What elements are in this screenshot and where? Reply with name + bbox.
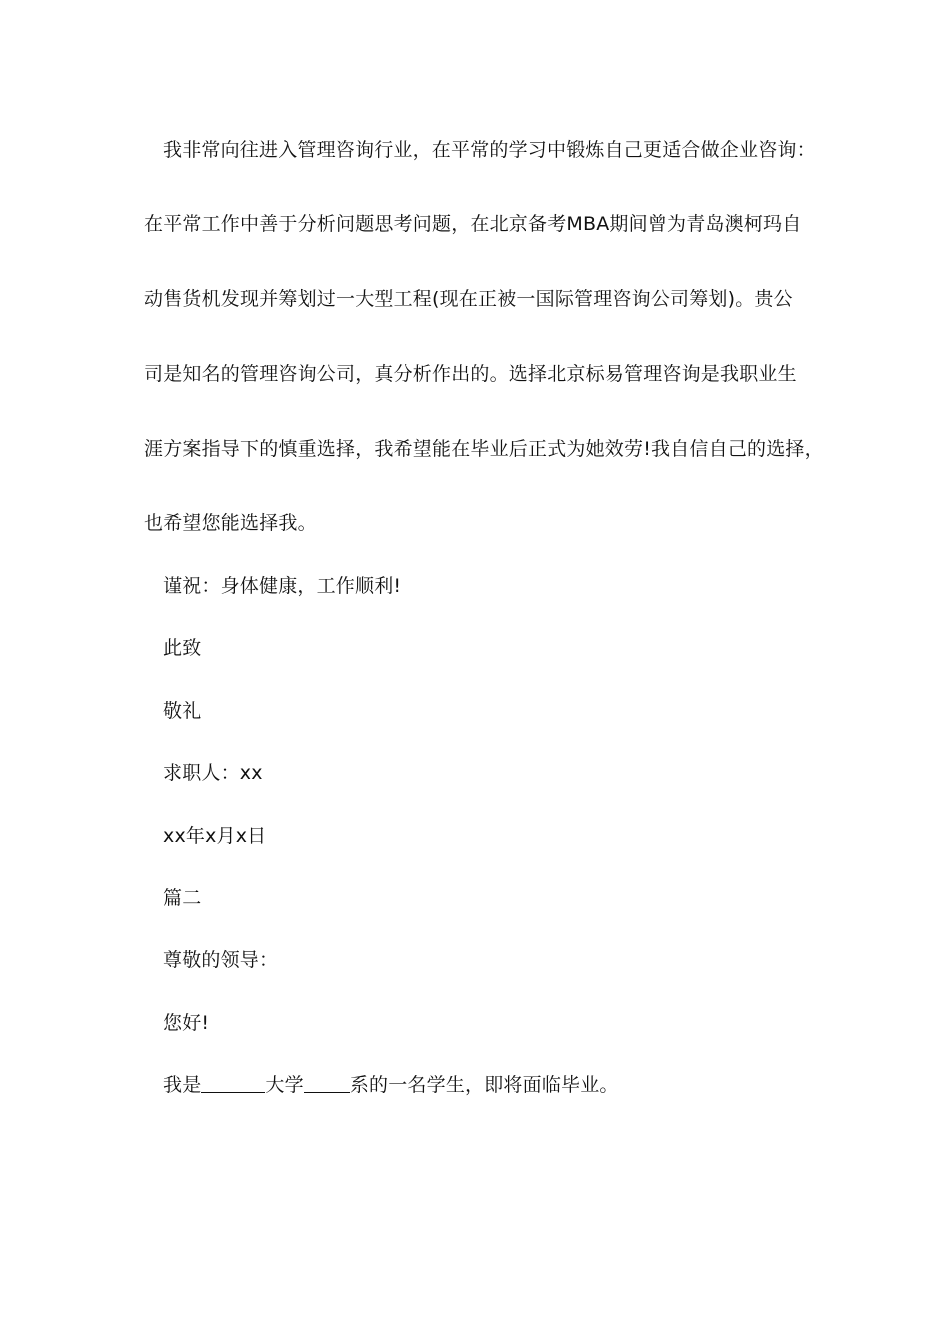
paragraph-line-2: 在平常工作中善于分析问题思考问题，在北京备考MBA期间曾为青岛澳柯玛自 xyxy=(144,213,802,235)
intro-text-2: 大学 xyxy=(265,1074,304,1096)
university-blank xyxy=(201,1072,265,1093)
paragraph-line-6: 也希望您能选择我。 xyxy=(144,512,317,534)
paragraph-line-1: 我非常向往进入管理咨询行业，在平常的学习中锻炼自己更适合做企业咨询： xyxy=(163,139,816,161)
intro-text-3: 系的一名学生，即将面临毕业。 xyxy=(349,1074,619,1096)
date-line: xx年x月x日 xyxy=(163,825,267,847)
department-blank xyxy=(304,1072,350,1093)
closing-line-1: 此致 xyxy=(163,637,202,659)
greeting-line: 您好! xyxy=(163,1012,210,1034)
paragraph-line-4: 司是知名的管理咨询公司，真分析作出的。选择北京标易管理咨询是我职业生 xyxy=(144,363,797,385)
wishes-line: 谨祝：身体健康，工作顺利! xyxy=(163,575,402,597)
closing-line-2: 敬礼 xyxy=(163,700,202,722)
section-title: 篇二 xyxy=(163,887,202,909)
applicant-line: 求职人：xx xyxy=(163,762,263,784)
salutation-line: 尊敬的领导： xyxy=(163,949,279,971)
intro-text-1: 我是 xyxy=(163,1074,202,1096)
paragraph-line-5: 涯方案指导下的慎重选择，我希望能在毕业后正式为她效劳!我自信自己的选择， xyxy=(144,438,824,460)
intro-line xyxy=(163,1072,619,1098)
paragraph-line-3: 动售货机发现并筹划过一大型工程(现在正被一国际管理咨询公司筹划)。贵公 xyxy=(144,288,793,310)
